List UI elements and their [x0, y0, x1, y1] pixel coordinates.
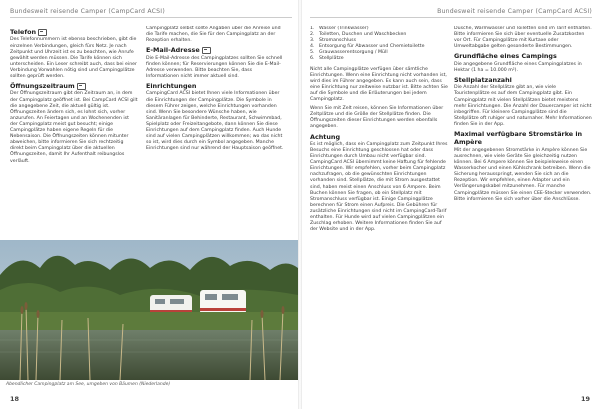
email-icon [202, 47, 211, 54]
section-body-telefon: Des Telefonnummern ist ebenso beschrieben, gibt die einzelnen Verbindungen, gleich fürs Netz. Je nach Zeitpunkt und Uhrzeit ist es zu beachten, wie Anrufe gewählt werden müssen. Die Tarife können sich unterscheiden. Ein Leser schreibt auch, dass bei einer Verbindung Vorwahlen nötig sind und Campingplätze sollten geprüft werden. [10, 37, 137, 79]
section-body-continued: Campingplatz selbst sollte Angaben über die Anreise und die Tarife machen, die Sie für den Campingplatz an der Rezeption erhalten. [146, 26, 281, 44]
right-column-1 [310, 26, 448, 388]
section-body-email: Die E-Mail-Adresse des Campingplatzes sollten Sie schnell finden können; für Reservierungen können Sie die E-Mail-Adresse verwenden. Bitte beachten Sie, dass Informationen nicht immer aktuell sind. [146, 55, 283, 79]
header-rule-left [10, 17, 292, 18]
section-body-stromstaerke: Mit der angegebenen Stromstärke in Ampère können Sie ausrechnen, wie viele Geräte Sie gleichzeitig nutzen können. Bei 6 Ampere können Sie beispielsweise einen Wasserkocher und einen Kühlschrank betreiben. Wenn die Sicherung herausspringt, wenden Sie sich an die Rezeption. Wir empfehlen, einen Adapter und ein Verlängerungskabel mitzunehmen. Für manche Campingplätze müssen Sie einen CEE-Stecker verwenden. Bitte informieren Sie sich vorher über die Anschlüsse. [454, 147, 592, 202]
list-item: 5. Grauwasserentsorgung / Müll [310, 50, 388, 56]
page-number-left: 18 [10, 395, 20, 403]
section-body-achtung: Es ist möglich, dass ein Campingplatz zum Zeitpunkt Ihres Besuchs eine Einrichtung geschlossen hat oder dass Einrichtungen durch Umbau nicht verfügbar sind. CampingCard ACSI übernimmt keine Haftung für fehlende Einrichtungen. Wir empfehlen, vorher beim Campingplatz nachzufragen, ob die gewünschten Einrichtungen vorhanden sind. Stellplätze, die mit Strom ausgestattet sind, haben meist einen Anschluss von 6 Ampere. Beim Buchen können Sie fragen, ob ein Stellplatz mit Stromanschluss verfügbar ist. Einige Campingplätze berechnen für Strom einen Aufpreis. Die Gebühren für zusätzliche Einrichtungen sind nicht im CampingCard-Tarif enthalten. Für Hunde wird auf vielen Campingplätzen ein Zuschlag erhoben. Weitere Informationen finden Sie auf der Website und in der App. [310, 141, 448, 233]
section-heading-einrichtungen: Einrichtungen [146, 82, 197, 91]
list-item: 6. Stellplätze [310, 56, 344, 62]
facilities-list [310, 26, 448, 63]
section-heading-stellplatzanzahl: Stellplatzanzahl [454, 75, 512, 84]
section-body-grundflaeche: Die angegebene Grundfläche eines Campingplatzes in Hektar (1 ha = 10.000 m²). [454, 61, 582, 73]
list-item: 2. Toiletten, Duschen und Waschbecken [310, 32, 407, 38]
section-heading-oeffnungszeitraum: Öffnungszeitraum [10, 82, 138, 90]
running-head-right: Bundesweit reisende Camper (CampCard ACSI) [437, 8, 592, 15]
header-rule-right [310, 17, 592, 18]
campsite-photo [0, 240, 298, 380]
section-body-stellplatzanzahl: Die Anzahl der Stellplätze gibt an, wie viele Touristenplätze es auf dem Campingplatz gibt. Ein Campingplatz mit vielen Stellplätzen bietet meistens mehr Einrichtungen. Die Anzahl der Dauercamper ist nicht inbegriffen. Für kleinere Campingplätze sind die Stellplätze oft ruhiger und naturnaher. Mehr Informationen finden Sie in der App. [454, 85, 592, 127]
paragraph: Dusche, Warmwasser und Toiletten sind im Tarif enthalten. Bitte informieren Sie sich über eventuelle Zusatzkosten vor Ort. Für Campingplätze mit Kurtaxe oder Umweltabgabe gelten gesonderte Bestimmungen. [454, 26, 592, 50]
section-heading-achtung: Achtung [310, 132, 341, 141]
phone-icon [38, 29, 47, 36]
paragraph: Wenn Sie mit Zelt reisen, können Sie Informationen über Zeltplätze und die Größe der Stellplätze finden. Die Öffnungszeiten dieser Einrichtungen werden ebenfalls angegeben. [310, 106, 444, 130]
section-body-einrichtungen: CampingCard ACSI bietet Ihnen viele Informationen über die Einrichtungen der Campingplätze. Die Symbole in diesem Führer zeigen, welche Einrichtungen vorhanden sind. Wenn Sie besondere Wünsche haben, wie Sanitäranlagen für Behinderte, Restaurant, Schwimmbad, Spielplatz oder Freizeitangebote, dann können Sie diese Einrichtungen auf dem Campingplatz finden. Auch Hunde sind auf vielen Campingplätzen willkommen; wo das nicht so ist, wird dies durch ein Symbol angegeben. Manche Einrichtungen sind nur während der Hauptsaison geöffnet. [146, 91, 284, 152]
right-column-2 [454, 26, 592, 388]
list-item: 4. Entsorgung für Abwasser und Chemietoilette [310, 44, 425, 50]
running-head-left: Bundesweit reisende Camper (CampCard ACSI) [10, 8, 165, 15]
left-column-2 [146, 26, 286, 238]
left-column-1 [10, 26, 138, 238]
paragraph: Nicht alle Campingplätze verfügen über sämtliche Einrichtungen. Wenn eine Einrichtung nicht vorhanden ist, wird dies im Führer angegeben. Es kann auch sein, dass eine Einrichtung nur zeitweise nutzbar ist. Bitte achten Sie auf die Symbole und die Erläuterungen bei jedem Campingplatz. [310, 66, 448, 103]
section-heading-email: E-Mail-Adresse [146, 46, 286, 54]
photo-caption: Abendlicher Campingplatz am See, umgeben von Bäumen (Niederlande) [6, 382, 171, 387]
section-body-oeffnungszeitraum: Der Öffnungszeitraum gibt den Zeitraum an, in dem der Campingplatz geöffnet ist. Bei CampCard ACSI gilt die angegebene Zeit, die aktuell gültig ist. Öffnungszeiten ändern sich, es lohnt sich, vorher anzurufen. An Feiertagen und an Wochenenden ist der Campingplatz meist gut besucht; einige Campingplätze haben eigene Regeln für die Nebensaison. Die Öffnungszeiten können mitunter abweichen, bitte informieren Sie sich rechtzeitig direkt beim Campingplatz über die aktuellen Öffnungszeiten, damit Ihr Aufenthalt reibungslos verläuft. [10, 91, 138, 164]
section-heading-telefon: Telefon [10, 28, 138, 36]
calendar-icon [77, 83, 86, 90]
left-page [0, 0, 298, 409]
list-item: 3. Stromanschluss [310, 38, 357, 44]
page-number-right: 19 [580, 395, 590, 403]
section-heading-stromstaerke: Maximal verfügbare Stromstärke in Ampère [454, 130, 583, 147]
campsite-photo-illustration [0, 240, 298, 380]
section-heading-grundflaeche: Grundfläche eines Campings [454, 52, 557, 61]
list-item: 1. Wasser (Trinkwasser) [310, 26, 369, 31]
right-page [302, 0, 600, 409]
